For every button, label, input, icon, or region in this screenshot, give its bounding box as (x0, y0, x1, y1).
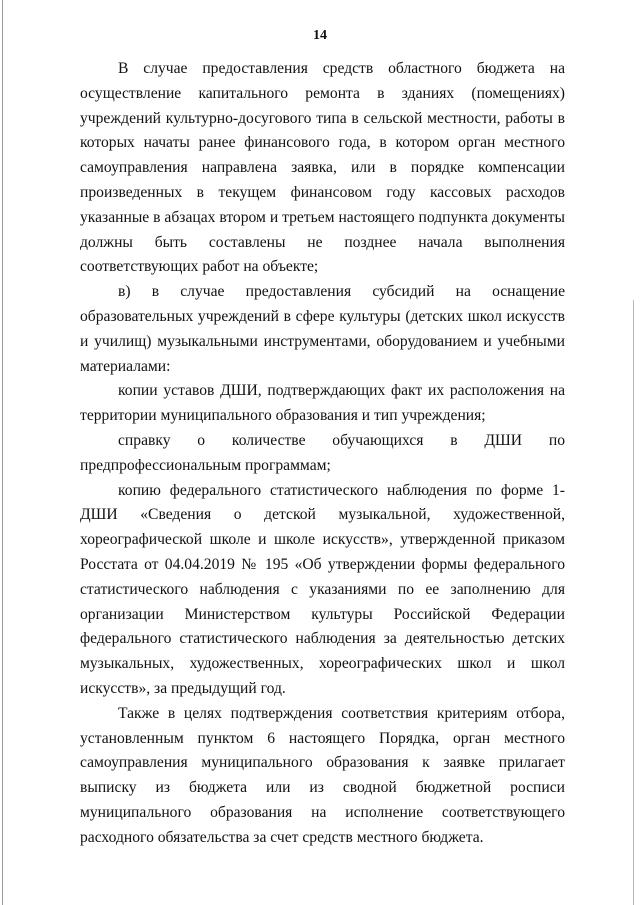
document-body (80, 57, 565, 851)
page-number: 14 (313, 28, 327, 43)
paragraph-capital-repair: В случае предоставления средств областного бюджета на осуществление капитального ремонта в зданиях (помещениях) учреждений культурно-досугового типа в сельской местности, работы в которых начаты ранее финансового года, в котором орган местного самоуправления направлена заявка, или в порядке компенсации произведенных в текущем финансовом году кассовых расходов указанные в абзацах втором и третьем настоящего подпункта документы должны быть составлены не позднее начала выполнения соответствующих работ на объекте; (80, 60, 565, 276)
scan-edge-right (633, 300, 634, 905)
scan-edge-left (2, 0, 3, 905)
paragraph-subsidy-equipment: в) в случае предоставления субсидий на оснащение образовательных учреждений в сфере культуры (детских школ искусств и училищ) музыкальными инструментами, оборудованием и учебными материалами: (80, 283, 565, 375)
paragraph-charter-copies: копии уставов ДШИ, подтверждающих факт их расположения на территории муниципального образования и тип учреждения; (80, 382, 565, 425)
paragraph-budget-extract: Также в целях подтверждения соответствия критериям отбора, установленным пунктом 6 настоящего Порядка, орган местного самоуправления муниципального образования к заявке прилагает выписку из бюджета или из сводной бюджетной росписи муниципального образования на исполнение соответствующего расходного обязательства за счет средств местного бюджета. (80, 704, 565, 846)
paragraph-student-count: справку о количестве обучающихся в ДШИ по предпрофессиональным программам; (80, 431, 565, 474)
paragraph-statistical-form: копию федерального статистического наблюдения по форме 1-ДШИ «Сведения о детской музыкальной, художественной, хореографической школе и школе искусств», утвержденной приказом Росстата от 04.04.2019 № 195 «Об утверждении формы федерального статистического наблюдения с указаниями по ее заполнению для организации Министерством культуры Российской Федерации федерального статистического наблюдения за деятельностью детских музыкальных, художественных, хореографических школ и школ искусств», за предыдущий год. (80, 481, 565, 697)
